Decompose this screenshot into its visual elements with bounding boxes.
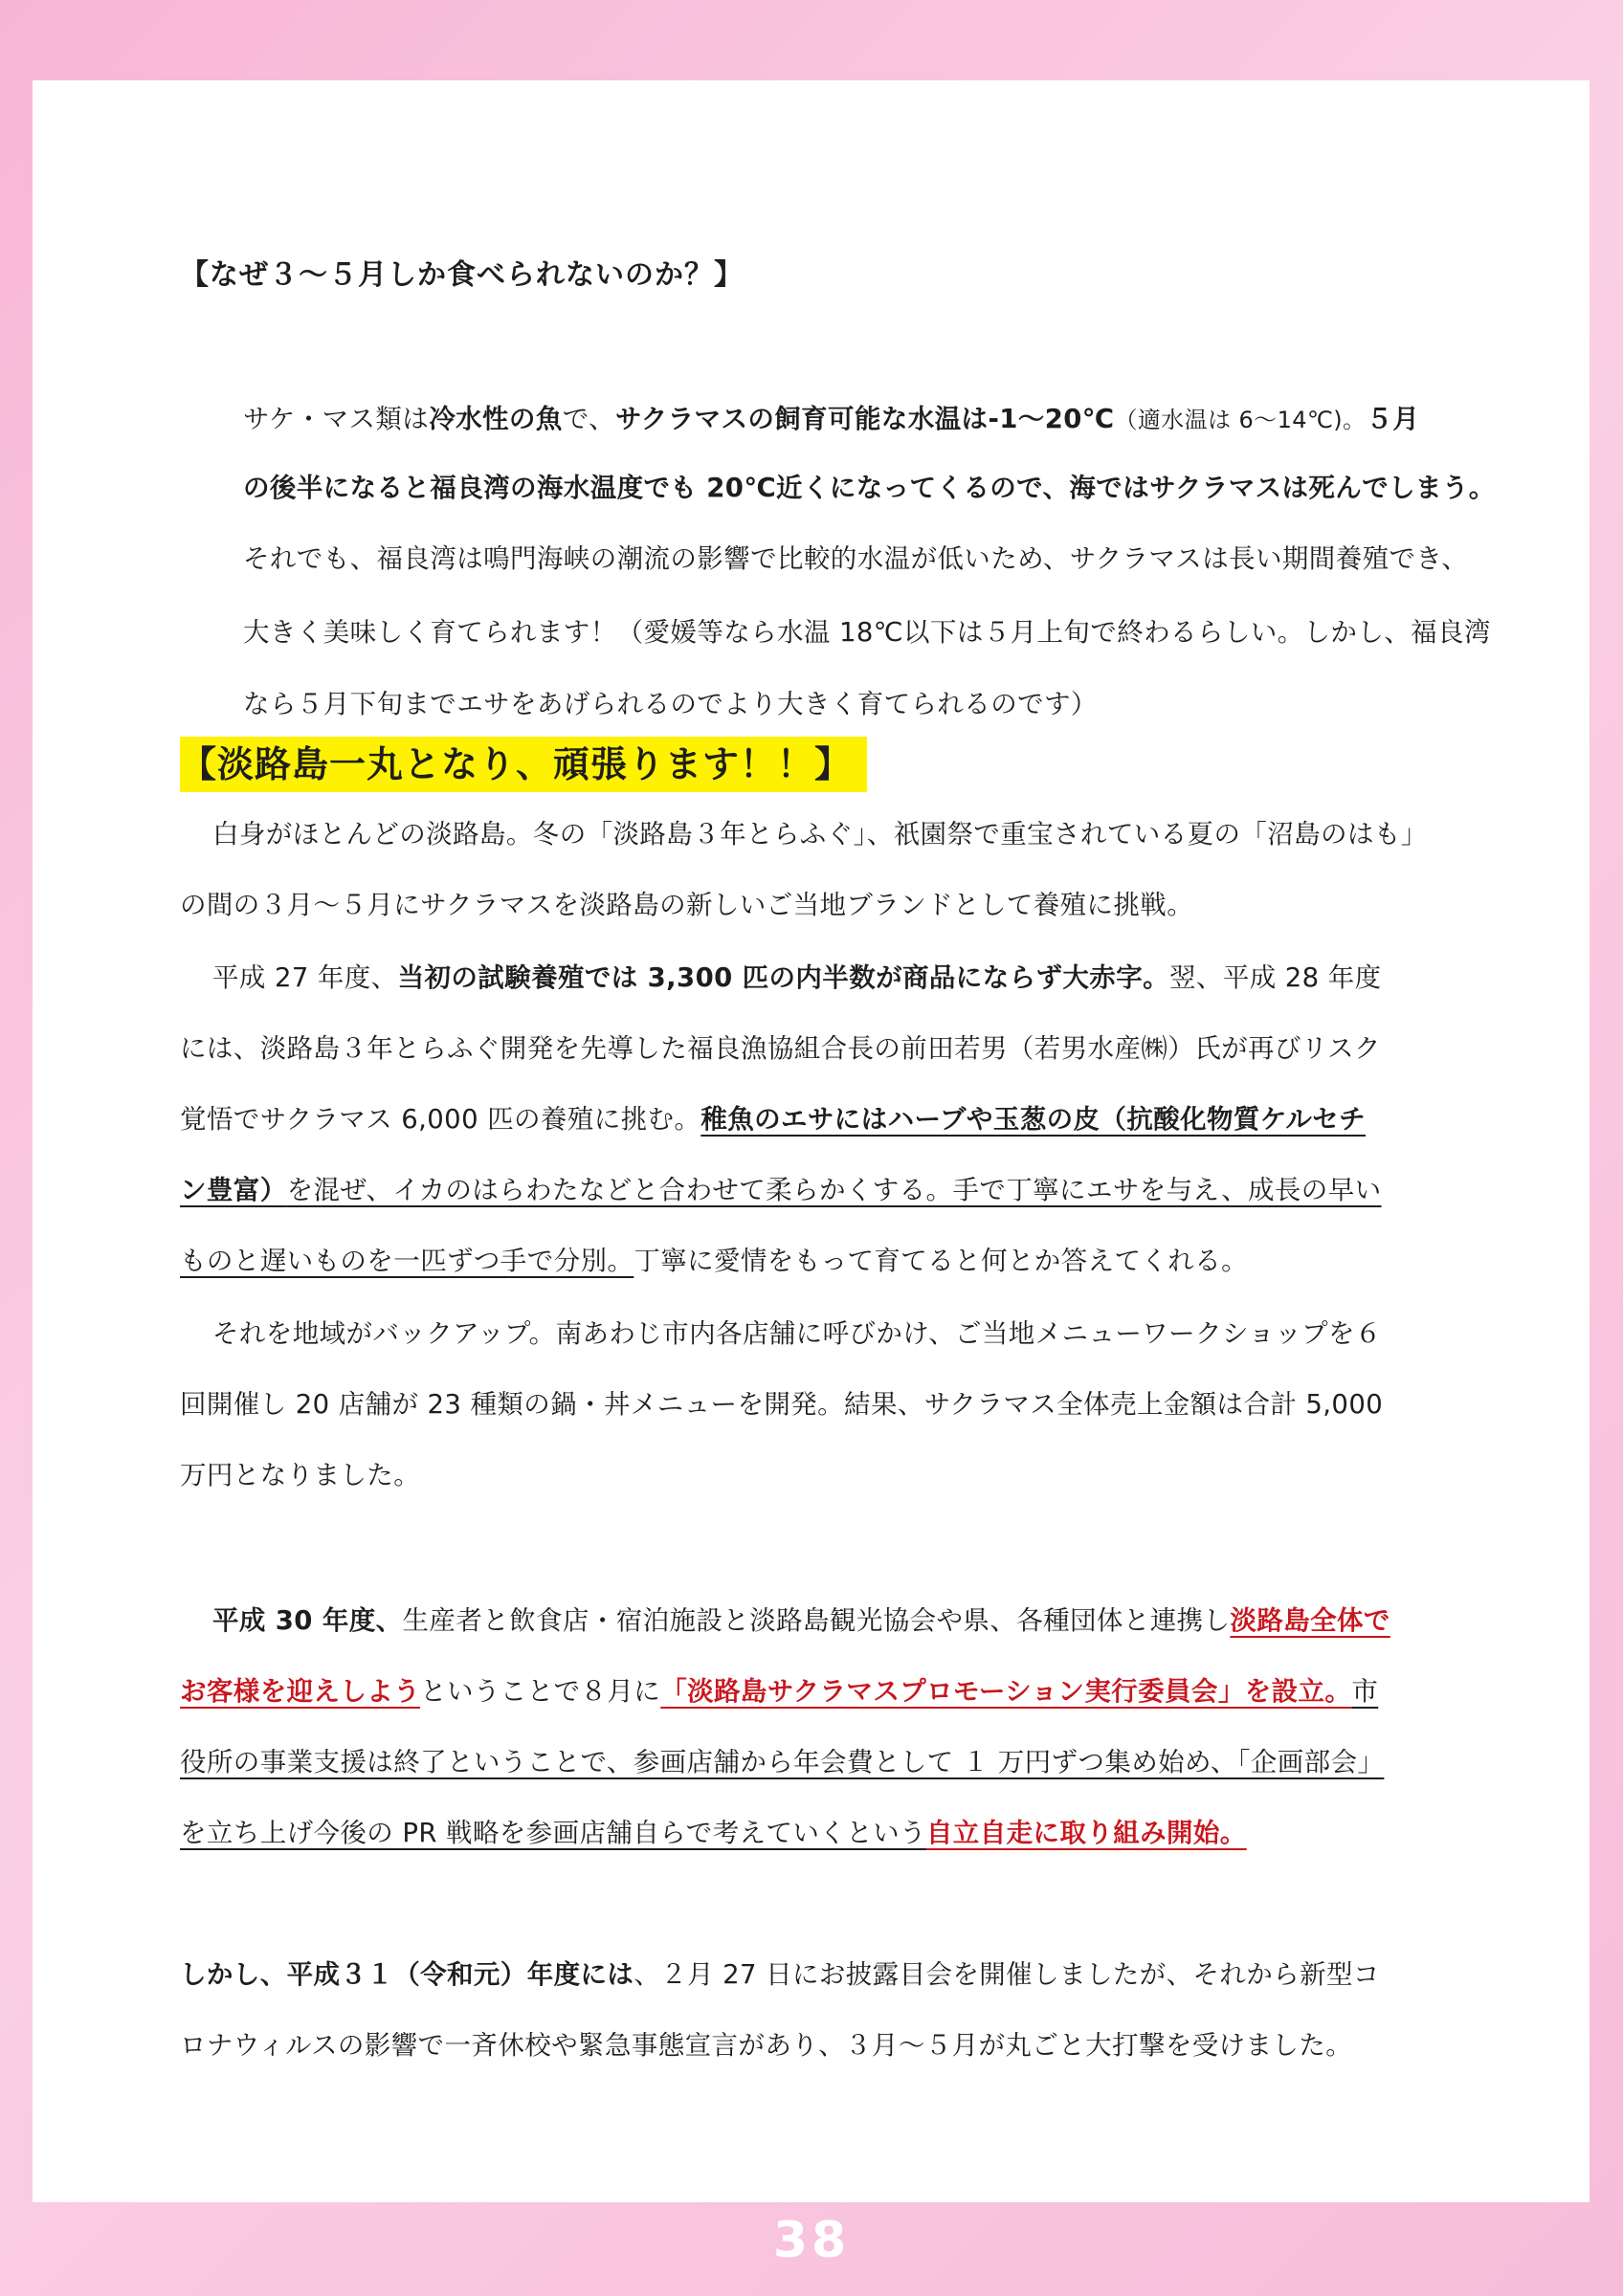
paragraph-line: 覚悟でサクラマス 6,000 匹の養殖に挑む。稚魚のエサにはハーブや玉葱の皮（抗酸化物質ケルセチ [180, 1104, 1367, 1135]
paragraph-line: の間の３月～５月にサクラマスを淡路島の新しいご当地ブランドとして養殖に挑戦。 [180, 890, 1194, 920]
paragraph-line: お客様を迎えしようということで８月に「淡路島サクラマスプロモーション実行委員会」を設立。市 [180, 1676, 1379, 1707]
section-heading-awaji-united: 【淡路島一丸となり、頑張ります！！】 [180, 737, 867, 792]
paragraph-line: ロナウィルスの影響で一斉休校や緊急事態宣言があり、３月～５月が丸ごと大打撃を受けました。 [180, 2030, 1353, 2061]
paragraph-line: ものと遅いものを一匹ずつ手で分別。丁寧に愛情をもって育てると何とか答えてくれる。 [180, 1246, 1249, 1276]
paragraph-line: の後半になると福良湾の海水温度でも 20℃近くになってくるので、海ではサクラマスは死んでしまう。 [243, 473, 1496, 503]
paragraph-line: 回開催し 20 店舗が 23 種類の鍋・丼メニューを開発。結果、サクラマス全体売上金額は合計 5,000 [180, 1389, 1384, 1420]
paragraph-line: には、淡路島３年とらふぐ開発を先導した福良漁協組合長の前田若男（若男水産㈱）氏が再びリスク [180, 1033, 1381, 1064]
paragraph-line: 白身がほとんどの淡路島。冬の「淡路島３年とらふぐ」、祇園祭で重宝されている夏の「沼島のはも」 [212, 819, 1428, 850]
paragraph-line: なら５月下旬までエサをあげられるのでより大きく育てられるのです） [243, 689, 1098, 719]
paragraph-line: それでも、福良湾は鳴門海峡の潮流の影響で比較的水温が低いため、サクラマスは長い期間養殖でき、 [243, 543, 1469, 574]
paragraph-line: サケ・マス類は冷水性の魚で、サクラマスの飼育可能な水温は-1～20℃（適水温は 6～14℃)。５月 [243, 404, 1420, 434]
paragraph-line: しかし、平成３１（令和元）年度には、２月 27 日にお披露目会を開催しましたが、それから新型コ [180, 1959, 1380, 1990]
paragraph-line: 役所の事業支援は終了ということで、参画店舗から年会費として １ 万円ずつ集め始め、「企画部会」 [180, 1747, 1385, 1777]
paragraph-line: 平成 30 年度、生産者と飲食店・宿泊施設と淡路島観光協会や県、各種団体と連携し淡路島全体で [212, 1605, 1390, 1636]
page-sheet [33, 80, 1590, 2202]
section-heading-why-march-may: 【なぜ３～５月しか食べられないのか？】 [180, 258, 744, 292]
paragraph-line: 万円となりました。 [180, 1460, 421, 1490]
paragraph-line: 大きく美味しく育てられます！（愛媛等なら水温 18℃以下は５月上旬で終わるらしい。しかし、福良湾 [243, 617, 1491, 648]
paragraph-line: を立ち上げ今後の PR 戦略を参画店舗自らで考えていくという自立自走に取り組み開始。 [180, 1818, 1247, 1848]
paragraph-line: それを地域がバックアップ。南あわじ市内各店舗に呼びかけ、ご当地メニューワークショップを６ [212, 1318, 1382, 1349]
paragraph-line: ン豊富）を混ぜ、イカのはらわたなどと合わせて柔らかくする。手で丁寧にエサを与え、成長の早い [180, 1175, 1382, 1205]
paragraph-line: 平成 27 年度、当初の試験養殖では 3,300 匹の内半数が商品にならず大赤字。翌、平成 28 年度 [212, 962, 1382, 993]
page-number: 38 [772, 2212, 851, 2269]
